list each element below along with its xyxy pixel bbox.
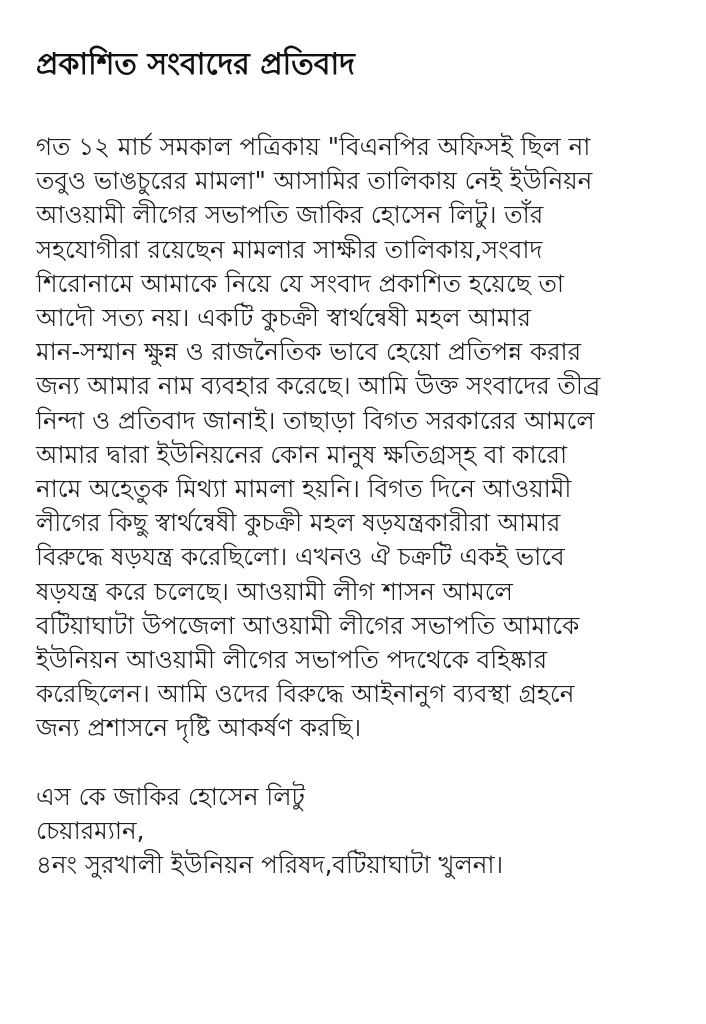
body-line: আমার দ্বারা ইউনিয়নের কোন মানুষ ক্ষতিগ্রস্হ বা কারো	[36, 439, 568, 469]
body-line: শিরোনামে আমাকে নিয়ে যে সংবাদ প্রকাশিত হয়েছে তা	[36, 268, 564, 298]
signatory-role: চেয়ারম্যান,	[36, 815, 145, 845]
body-line: তবুও ভাঙচুরের মামলা" আসামির তালিকায় নেই ইউনিয়ন	[36, 166, 593, 196]
body-line: গত ১২ মার্চ সমকাল পত্রিকায় "বিএনপির অফিসই ছিল না	[36, 132, 591, 161]
body-line: নিন্দা ও প্রতিবাদ জানাই। তাছাড়া বিগত সরকারের আমলে	[36, 405, 595, 435]
page-title: প্রকাশিত সংবাদের প্রতিবাদ	[36, 47, 355, 82]
body-line: সহযোগীরা রয়েছেন মামলার সাক্ষীর তালিকায়,সংবাদ	[36, 234, 543, 264]
body-line: আদৌ সত্য নয়। একটি কুচক্রী স্বার্থন্বেষী মহল আমার	[36, 303, 532, 333]
signatory-organization: ৪নং সুরখালী ইউনিয়ন পরিষদ,বটিয়াঘাটা খুলনা।	[36, 850, 504, 880]
statement-body	[36, 130, 686, 746]
body-line: বিরুদ্ধে ষড়যন্ত্র করেছিলো। এখনও ঐ চক্রটি একই ভাবে	[36, 542, 565, 572]
body-line: ইউনিয়ন আওয়ামী লীগের সভাপতি পদথেকে বহিষ্কার	[36, 645, 548, 675]
signature-block	[36, 780, 686, 883]
body-line: নামে অহেতুক মিথ্যা মামলা হয়নি। বিগত দিনে আওয়ামী	[36, 474, 572, 504]
body-line: জন্য প্রশাসনে দৃষ্টি আকর্ষণ করছি।	[36, 713, 362, 743]
body-line: লীগের কিছু স্বার্থন্বেষী কুচক্রী মহল ষড়যন্ত্রকারীরা আমার	[36, 508, 561, 538]
signatory-name: এস কে জাকির হোসেন লিটু	[36, 781, 305, 811]
body-line: মান-সম্মান ক্ষুন্ন ও রাজনৈতিক ভাবে হেয়ো প্রতিপন্ন করার	[36, 337, 582, 367]
body-line: করেছিলেন। আমি ওদের বিরুদ্ধে আইনানুগ ব্যবস্থা গ্রহনে	[36, 679, 575, 709]
body-line: আওয়ামী লীগের সভাপতি জাকির হোসেন লিটু। তাঁর	[36, 200, 544, 230]
body-line: জন্য আমার নাম ব্যবহার করেছে। আমি উক্ত সংবাদের তীব্র	[36, 371, 601, 401]
body-line: ষড়যন্ত্র করে চলেছে। আওয়ামী লীগ শাসন আমলে	[36, 576, 513, 606]
body-line: বটিয়াঘাটা উপজেলা আওয়ামী লীগের সভাপতি আমাকে	[36, 610, 580, 640]
